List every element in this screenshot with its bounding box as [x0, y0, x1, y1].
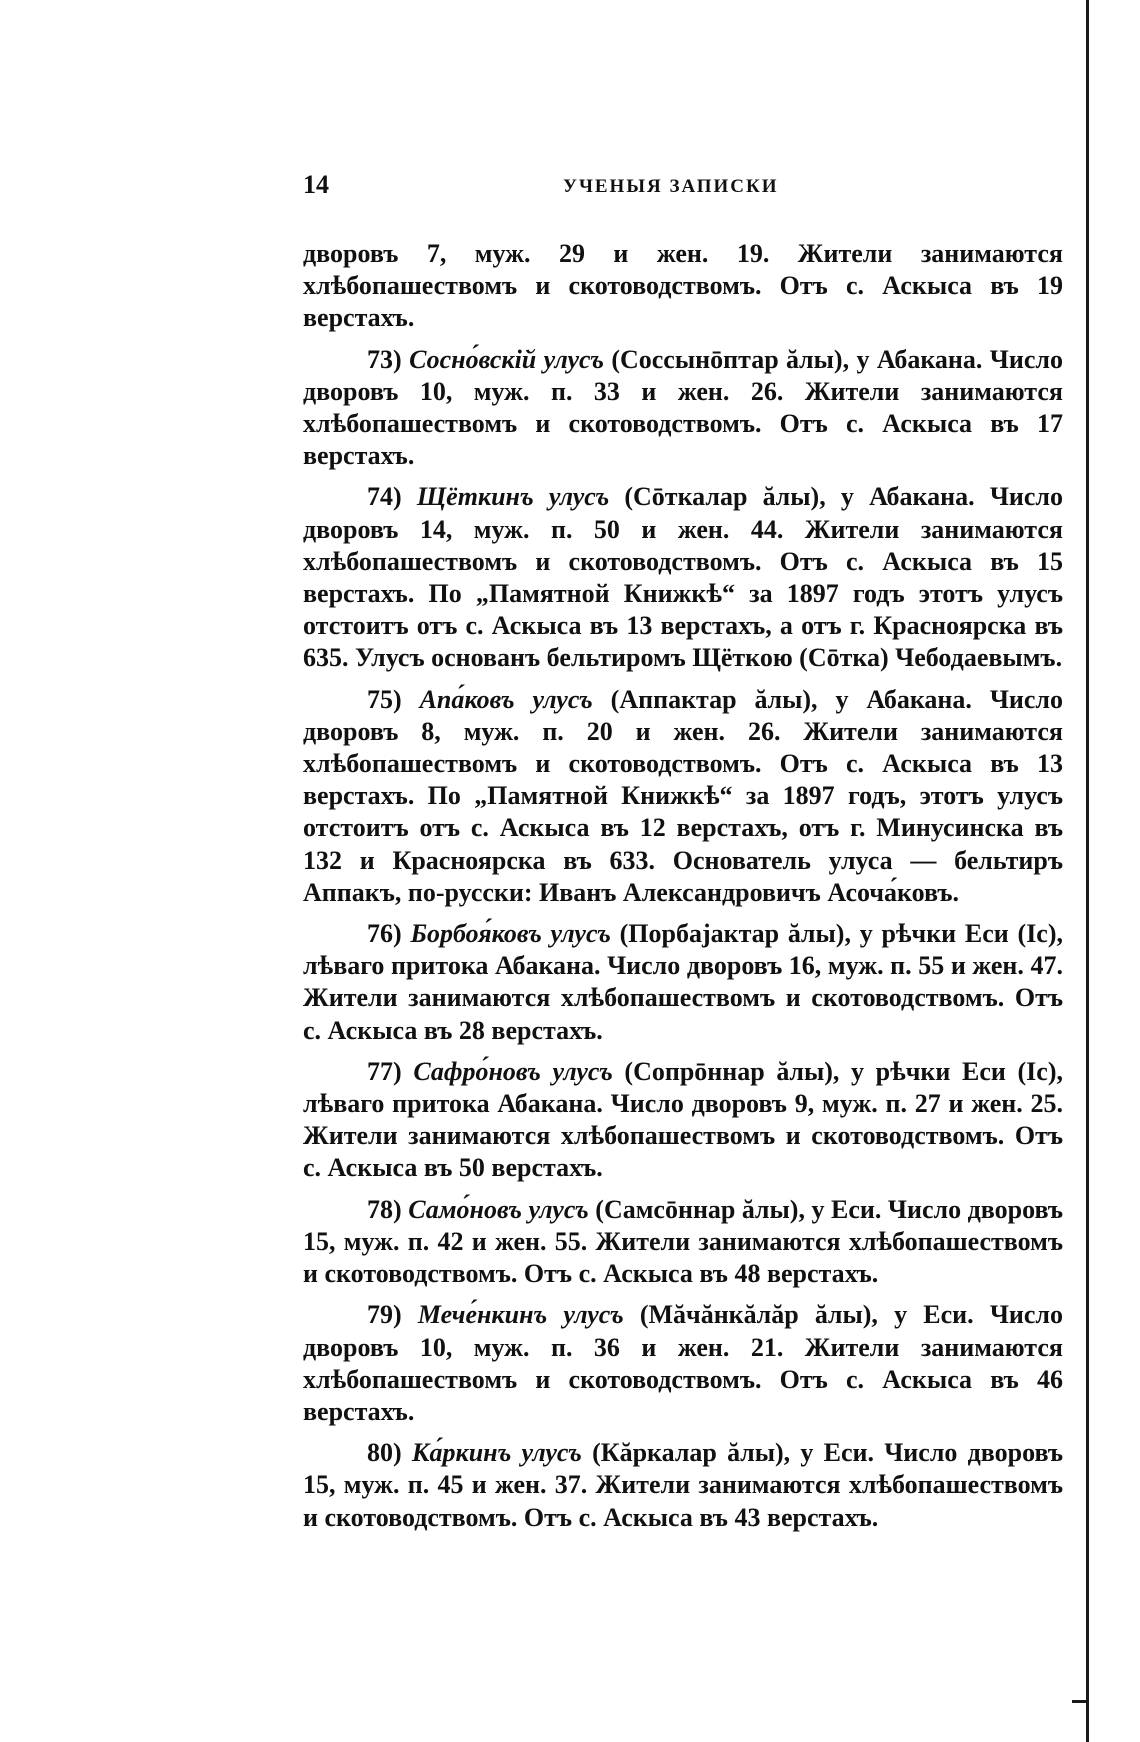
entry-number: 75): [367, 684, 402, 714]
ulus-name: Борбоя́ковъ улусъ: [410, 919, 611, 949]
paragraph-entry-80: [303, 1437, 1063, 1534]
entry-number: 77): [367, 1056, 402, 1086]
page-edge-mark: [1072, 1700, 1086, 1703]
paragraph-text: (Сōткалар ăлы), у Абакана. Число дворовъ 14, муж. п. 50 и жен. 44. Жители занимаются хлѣбопашествомъ и скотоводствомъ. Отъ с. Аскыса въ 15 верстахъ. По „Памятной Книжкѣ“ за 1897 годъ этотъ улусъ отстоитъ отъ с. Аскыса въ 13 верстахъ, а отъ г. Красноярска въ 635. Улусъ основанъ бельтиромъ Щёткою (Сōтка) Чебодаевымъ.: [303, 482, 1064, 673]
paragraph-entry-77: [303, 1056, 1063, 1185]
paragraph-entry-76: [303, 918, 1063, 1047]
entry-number: 79): [367, 1300, 402, 1330]
paragraph-text: (Порбаjактар ăлы), у рѣчки Еси (Іс), лѣваго притока Абакана. Число дворовъ 16, муж. п. 55 и жен. 47. Жители занимаются хлѣбопашествомъ и скотоводствомъ. Отъ с. Аскыса въ 28 верстахъ.: [303, 919, 1064, 1045]
paragraph-entry-73: [303, 344, 1063, 473]
paragraph-entry-78: [303, 1194, 1063, 1291]
page-edge-rule: [1086, 0, 1089, 1742]
entry-number: 73): [367, 344, 402, 374]
ulus-name: Само́новъ улусъ: [408, 1194, 589, 1224]
paragraph-text: (Сопрōннар ăлы), у рѣчки Еси (Іс), лѣваго притока Абакана. Число дворовъ 9, муж. п. 27 и жен. 25. Жители занимаются хлѣбопашествомъ и скотоводствомъ. Отъ с. Аскыса въ 50 верстахъ.: [303, 1056, 1063, 1183]
entry-number: 78): [367, 1194, 402, 1224]
paragraph-text: (Кăркалар ăлы), у Еси. Число дворовъ 15, муж. п. 45 и жен. 37. Жители занимаются хлѣбопашествомъ и скотоводствомъ. Отъ с. Аскыса въ 43 верстахъ.: [303, 1438, 1064, 1532]
running-title: УЧЕНЫЯ ЗАПИСКИ: [563, 176, 779, 197]
paragraph-entry-79: [303, 1299, 1063, 1428]
ulus-name: Апа́ковъ улусъ: [419, 684, 593, 714]
paragraph-text: (Аппактар ăлы), у Абакана. Число дворовъ 8, муж. п. 20 и жен. 26. Жители занимаются хлѣбопашествомъ и скотоводствомъ. Отъ с. Аскыса въ 13 верстахъ. По „Памятной Книжкѣ“ за 1897 годъ, этотъ улусъ отстоитъ отъ с. Аскыса въ 12 верстахъ, отъ г. Минусинска въ 132 и Красноярска въ 633. Основатель улуса — бельтиръ Аппакъ, по-русски: Иванъ Александровичъ Асоча́ковъ.: [303, 684, 1064, 907]
paragraph-entry-75: [303, 684, 1063, 909]
paragraph-continuation: [303, 238, 1063, 335]
page-number: 14: [303, 170, 329, 199]
entry-number: 80): [367, 1438, 402, 1468]
entry-number: 76): [367, 919, 402, 949]
ulus-name: Мече́нкинъ улусъ: [417, 1300, 624, 1330]
paragraph-text: (Соссынōптар ăлы), у Абакана. Число дворовъ 10, муж. п. 33 и жен. 26. Жители занимаются хлѣбопашествомъ и скотоводствомъ. Отъ с. Аскыса въ 17 верстахъ.: [303, 344, 1063, 471]
ulus-name: Сафро́новъ улусъ: [413, 1056, 613, 1086]
entry-number: 74): [367, 482, 402, 512]
paragraph-entry-74: [303, 481, 1063, 674]
paragraph-text: (Мăчăнкăлăр ăлы), у Еси. Число дворовъ 10, муж. п. 36 и жен. 21. Жители занимаются хлѣбопашествомъ и скотоводствомъ. Отъ с. Аскыса въ 46 верстахъ.: [303, 1300, 1064, 1426]
paragraph-text: дворовъ 7, муж. 29 и жен. 19. Жители занимаются хлѣбопашествомъ и скотоводствомъ. Отъ с. Аскыса въ 19 верстахъ.: [303, 239, 1063, 333]
paragraph-text: (Самсōннар ăлы), у Еси. Число дворовъ 15, муж. п. 42 и жен. 55. Жители занимаются хлѣбопашествомъ и скотоводствомъ. Отъ с. Аскыса въ 48 верстахъ.: [303, 1194, 1063, 1289]
ulus-name: Щёткинъ улусъ: [416, 482, 610, 512]
page-header: [303, 170, 1083, 210]
body-text: [303, 238, 1063, 1543]
ulus-name: Ка́ркинъ улусъ: [411, 1438, 582, 1468]
ulus-name: Сосно́вскій улусъ: [409, 344, 604, 374]
